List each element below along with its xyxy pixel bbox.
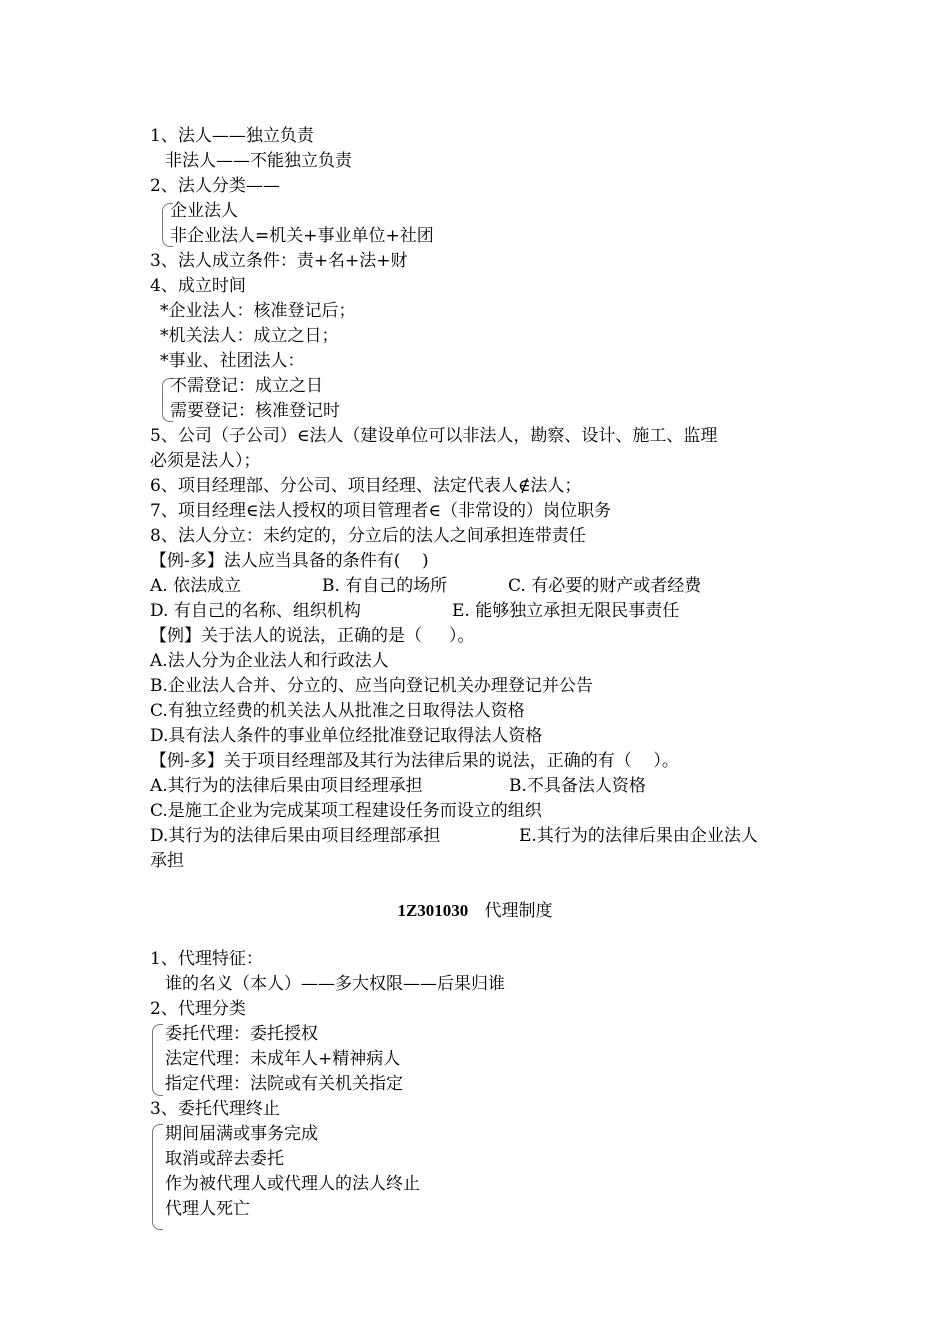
text-line: 6、项目经理部、分公司、项目经理、法定代表人∉法人； [150, 476, 582, 496]
option-c: C.是施工企业为完成某项工程建设任务而设立的组织 [150, 801, 542, 821]
option-c: C.有独立经费的机关法人从批准之日取得法人资格 [150, 701, 525, 721]
text-line: *机关法人：成立之日； [160, 326, 339, 346]
text-line: 1、代理特征： [150, 949, 263, 969]
option-a: A.其行为的法律后果由项目经理承担 [150, 776, 423, 796]
text-line: 取消或辞去委托 [165, 1149, 284, 1169]
text-line: 4、成立时间 [150, 276, 246, 296]
text-line: 需要登记：核准登记时 [170, 401, 340, 421]
text-line: 作为被代理人或代理人的法人终止 [165, 1174, 420, 1194]
text-line: 非企业法人=机关+事业单位+社团 [170, 226, 434, 246]
text-line: 指定代理：法院或有关机关指定 [165, 1074, 403, 1094]
option-c: C. 有必要的财产或者经费 [508, 576, 702, 596]
section-code: 1Z301030 [397, 901, 469, 920]
option-d: D. 有自己的名称、组织机构 [150, 601, 361, 621]
option-a: A. 依法成立 [150, 576, 242, 596]
option-e-continuation: 承担 [150, 851, 184, 871]
brace-bracket [152, 1024, 163, 1096]
option-b: B.企业法人合并、分立的、应当向登记机关办理登记并公告 [150, 676, 593, 696]
text-line: 代理人死亡 [165, 1199, 250, 1219]
text-line: 谁的名义（本人）——多大权限——后果归谁 [165, 974, 505, 994]
text-line: *企业法人：核准登记后； [160, 301, 356, 321]
section-title: 代理制度 [484, 901, 553, 921]
text-line: 7、项目经理∈法人授权的项目管理者∈（非常设的）岗位职务 [150, 501, 611, 521]
text-line: 3、委托代理终止 [150, 1099, 280, 1119]
question-stem: 【例-多】关于项目经理部及其行为法律后果的说法，正确的有（ ）。 [150, 751, 679, 771]
text-line: 期间届满或事务完成 [165, 1124, 318, 1144]
text-line: 必须是法人）； [150, 451, 261, 471]
text-line: 2、代理分类 [150, 999, 246, 1019]
section-heading [0, 900, 950, 922]
text-line: 3、法人成立条件：责+名+法+财 [150, 251, 408, 271]
brace-bracket [152, 1124, 163, 1230]
option-d: D.其行为的法律后果由项目经理部承担 [150, 826, 441, 846]
text-line: 不需登记：成立之日 [170, 376, 323, 396]
option-b: B.不具备法人资格 [509, 776, 646, 796]
option-b: B. 有自己的场所 [322, 576, 448, 596]
option-d: D.具有法人条件的事业单位经批准登记取得法人资格 [150, 726, 543, 746]
text-line: 8、法人分立：未约定的，分立后的法人之间承担连带责任 [150, 526, 586, 546]
text-line: 委托代理：委托授权 [165, 1024, 318, 1044]
text-line: 5、公司（子公司）∈法人（建设单位可以非法人，勘察、设计、施工、监理 [150, 426, 718, 446]
option-a: A.法人分为企业法人和行政法人 [150, 651, 389, 671]
question-stem: 【例】关于法人的说法，正确的是（ ）。 [150, 626, 475, 646]
text-line: 法定代理：未成年人+精神病人 [165, 1049, 401, 1069]
text-line: *事业、社团法人： [160, 351, 305, 371]
text-line: 非法人——不能独立负责 [165, 151, 352, 171]
text-line: 1、法人——独立负责 [150, 126, 314, 146]
text-line: 企业法人 [170, 201, 238, 221]
question-stem: 【例-多】法人应当具备的条件有( ) [150, 551, 429, 571]
text-line: 2、法人分类—— [150, 176, 280, 196]
option-e: E.其行为的法律后果由企业法人 [519, 826, 758, 846]
option-e: E. 能够独立承担无限民事责任 [452, 601, 680, 621]
